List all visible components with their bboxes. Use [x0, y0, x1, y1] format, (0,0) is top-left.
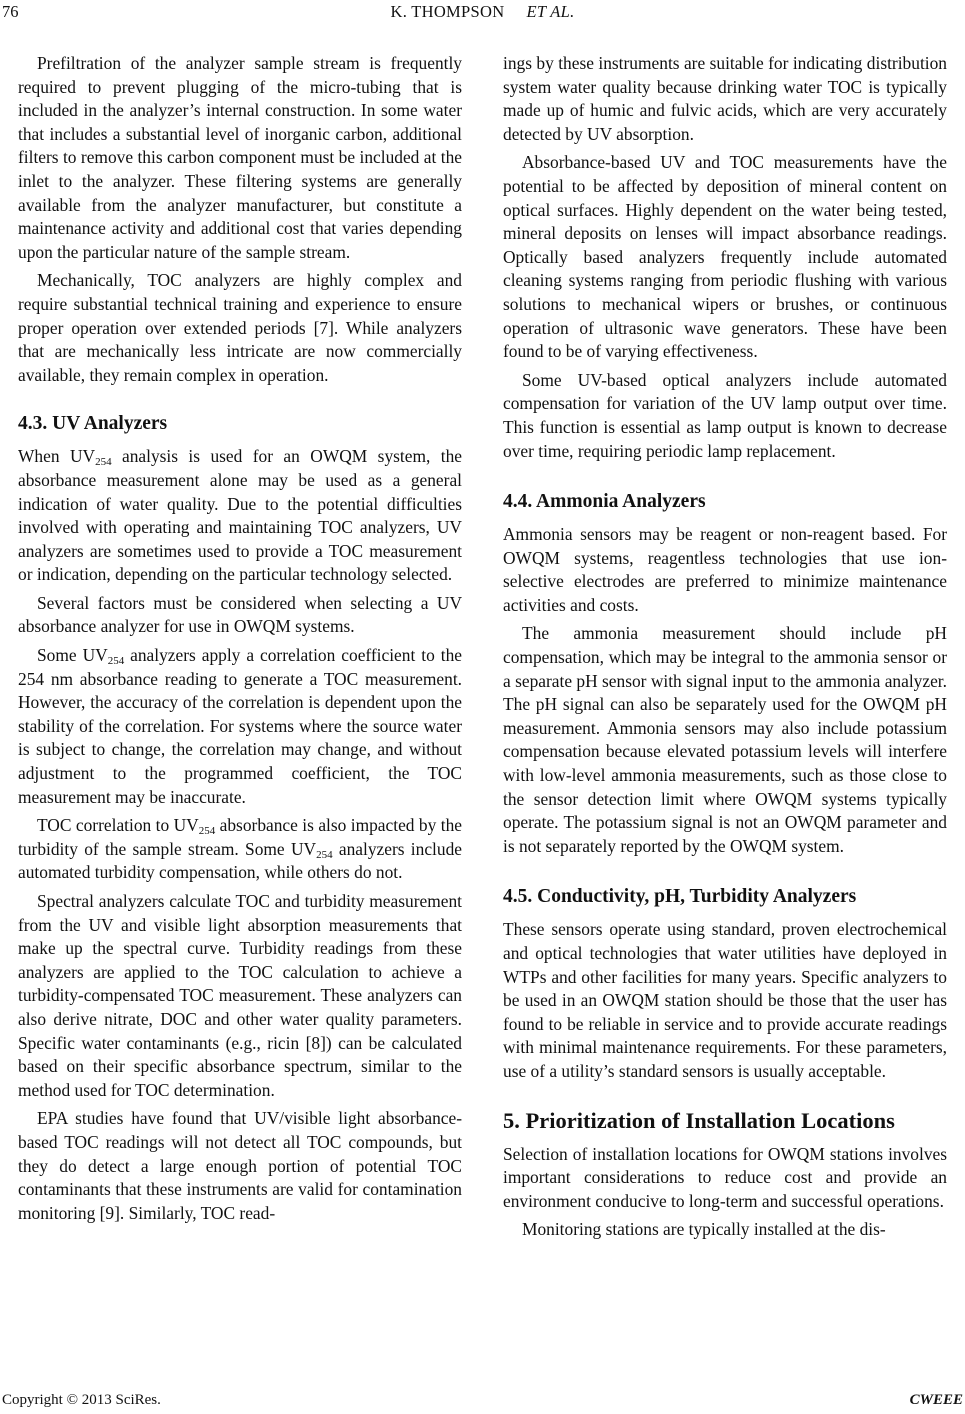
- page-number: 76: [2, 2, 19, 21]
- paragraph: EPA studies have found that UV/visible light absorbance-based TOC readings will not detect all TOC compounds, but they do detect a large enough portion of potential TOC contaminants that these instruments are valid for contamination monitoring [9]. Similarly, TOC read-: [18, 1108, 462, 1223]
- paragraph: Selection of installation locations for OWQM stations involves important considerations to reduce cost and provide an environment conducive to long-term and successful operations.: [503, 1143, 947, 1211]
- right-column: [503, 52, 947, 1242]
- section-heading-prioritization: 5. Prioritization of Installation Locations: [503, 1107, 895, 1133]
- section-heading-ammonia-analyzers: 4.4. Ammonia Analyzers: [503, 491, 706, 513]
- section-heading-uv-analyzers: 4.3. UV Analyzers: [18, 413, 168, 435]
- page-footer: [0, 1389, 965, 1413]
- page-header: [0, 0, 965, 30]
- paragraph: When $UV_{254}$ analysis is used for an OWQM system, the absorbance measurement alone may be used as a general indication of water quality. Due to the potential difficulties involved with operating and maintaining TOC analyzers, UV analyzers are sometimes used to provide a TOC measurement or indication, depending on the particular technology selected.: [18, 446, 462, 585]
- left-column: [18, 52, 462, 1225]
- paragraph: Some $UV_{254}$ analyzers apply a correlation coefficient to the 254 nm absorbance reading to generate a TOC measurement. However, the accuracy of the correlation is dependent upon the stability of the correlation. For systems where the source water is subject to change, the correlation may change, and without adjustment to the programmed coefficient, the TOC measurement may be inaccurate.: [18, 645, 462, 807]
- paragraph: The ammonia measurement should include pH compensation, which may be integral to the ammonia sensor or a separate pH sensor with signal input to the ammonia analyzer. The pH signal can also be separately used for the OWQM pH measurement. Ammonia sensors may also include potassium compensation because elevated potassium levels will interfere with low-level ammonia measurements, such as those close to the sensor detection limit where OWQM systems typically operate. The potassium signal is not an OWQM parameter and is not separately reported by the OWQM system.: [503, 623, 947, 856]
- paragraph: Monitoring stations are typically installed at the dis-: [522, 1219, 886, 1240]
- paragraph: ings by these instruments are suitable for indicating distribution system water quality because drinking water TOC is typically made up of humic and fulvic acids, which are very accurately detected by UV absorption.: [503, 53, 947, 144]
- journal-name: CWEEE: [909, 1392, 963, 1408]
- running-head-author: K. THOMPSON: [390, 2, 505, 21]
- copyright-notice: Copyright © 2013 SciRes.: [2, 1392, 161, 1408]
- paragraph: Several factors must be considered when selecting a UV absorbance analyzer for use in OWQM systems.: [18, 592, 462, 637]
- running-head-etal: ET AL.: [526, 2, 575, 21]
- paragraph: TOC correlation to $UV_{254}$ absorbance is also impacted by the turbidity of the sample stream. Some $UV_{254}$ analyzers include automated turbidity compensation, while others do not.: [18, 815, 462, 883]
- paragraph: Spectral analyzers calculate TOC and turbidity measurement from the UV and visible light absorption measurements that make up the spectral curve. Turbidity readings from these analyzers are applied to the TOC calculation to achieve a turbidity-compensated TOC measurement. These analyzers can also derive nitrate, DOC and other water quality parameters. Specific water contaminants (e.g., ricin [8]) can be calculated based on their specific absorbance spectrum, similar to the method used for TOC determination.: [18, 891, 462, 1100]
- paragraph: Some UV-based optical analyzers include automated compensation for variation of the UV lamp output over time. This function is essential as lamp output is known to decrease over time, requiring periodic lamp replacement.: [503, 369, 947, 461]
- paragraph: Mechanically, TOC analyzers are highly complex and require substantial technical training and experience to ensure proper operation over extended periods [7]. While analyzers that are mechanically less intricate are now commercially available, they remain complex in operation.: [18, 270, 462, 385]
- paragraph: Absorbance-based UV and TOC measurements have the potential to be affected by deposition of mineral content on optical surfaces. Highly dependent on the water being tested, mineral deposits on lenses will impact absorbance readings. Optically based analyzers frequently include automated cleaning systems ranging from periodic flushing with various solutions to mechanical wipers or brushes, or continuous operation of ultrasonic wave generators. These have been found to be of varying effectiveness.: [503, 152, 947, 362]
- paragraph: These sensors operate using standard, proven electrochemical and optical technologies that water utilities have deployed in WTPs and other facilities for many years. Specific analyzers to be used in an OWQM station should be those that the user has found to be reliable in service and to provide accurate readings with minimal maintenance requirements. For these parameters, use of a utility’s standard sensors is usually acceptable.: [503, 919, 947, 1081]
- running-head: [0, 2, 965, 22]
- section-heading-conductivity-ph-turbidity: 4.5. Conductivity, pH, Turbidity Analyzers: [503, 886, 857, 908]
- paragraph: Prefiltration of the analyzer sample stream is frequently required to prevent plugging of the micro-tubing that is included in the analyzer’s internal construction. In some water that includes a substantial level of inorganic carbon, additional filters to remove this carbon component must be included at the inlet to the analyzer. These filtering systems are generally available from the analyzer manufacturer, but constitute a maintenance activity and additional cost that varies depending upon the particular nature of the sample stream.: [18, 53, 462, 262]
- paragraph: Ammonia sensors may be reagent or non-reagent based. For OWQM systems, reagentless technologies that use ion-selective electrodes are preferred to minimize maintenance activities and costs.: [503, 524, 947, 615]
